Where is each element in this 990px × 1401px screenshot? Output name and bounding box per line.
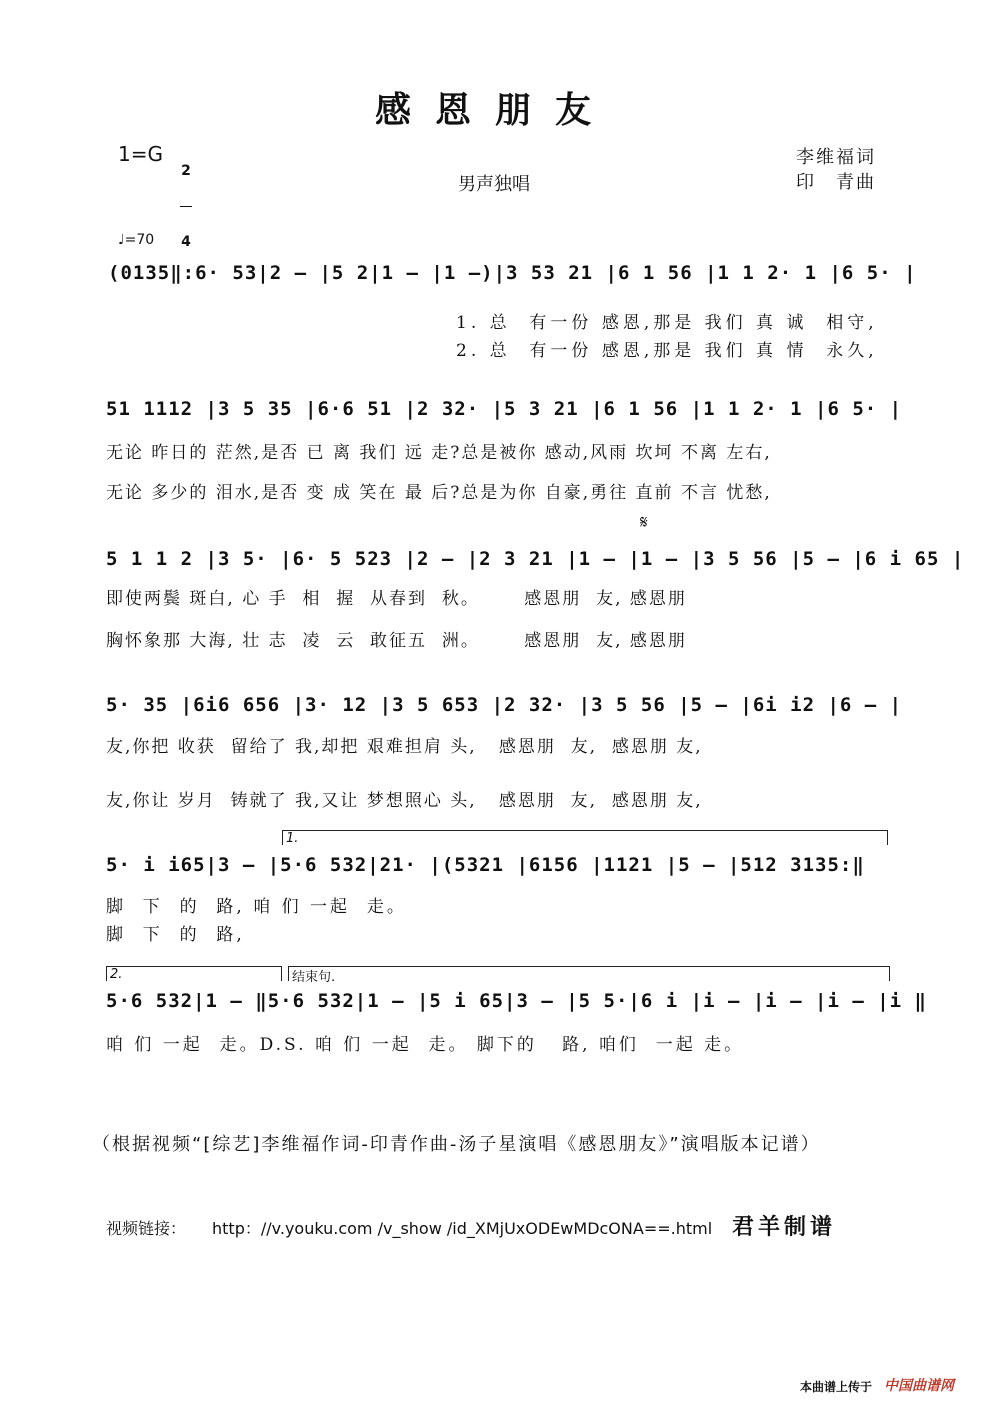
- notation-row-6: 5·6 532|1 – ‖5·6 532|1 – |5 i 65|3 – |5 5·|6 i |i – |i – |i – |i ‖: [106, 990, 927, 1012]
- lyric-row-6-verse-1: 咱 们 一起 走。D.S. 咱 们 一起 走。 脚下的 路, 咱们 一起 走。: [106, 1035, 745, 1055]
- volta-2-label: 2.: [110, 967, 123, 982]
- performer: 男声独唱: [458, 174, 530, 195]
- lyric-row-1-verse-1: 1. 总 有一份 感恩,那是 我们 真 诚 相守,: [456, 313, 878, 333]
- lyric-row-2-verse-1: 无论 昨日的 茫然,是否 已 离 我们 远 走?总是被你 感动,风雨 坎坷 不离 左右,: [106, 443, 772, 463]
- notation-row-1: (0135‖:6· 53|2 – |5 2|1 – |1 –)|3 53 21 |6 1 56 |1 1 2· 1 |6 5· |: [108, 262, 917, 284]
- volta-2-bracket: [106, 966, 282, 981]
- lyric-row-2-verse-2: 无论 多少的 泪水,是否 变 成 笑在 最 后?总是为你 自豪,勇往 直前 不言 忧愁,: [106, 483, 772, 503]
- notation-row-3: 5 1 1 2 |3 5· |6· 5 523 |2 – |2 3 21 |1 – |1 – |3 5 56 |5 – |6 i 65 |: [106, 548, 965, 570]
- video-link-label: 视频链接：: [106, 1219, 187, 1238]
- time-top: 2: [181, 163, 191, 179]
- notation-row-5: 5· i i65|3 – |5·6 532|21· |(5321 |6156 |1121 |5 – |512 3135:‖: [106, 854, 865, 876]
- time-line: [180, 206, 192, 207]
- notation-row-2: 51 1112 |3 5 35 |6·6 51 |2 32· |5 3 21 |6 1 56 |1 1 2· 1 |6 5· |: [106, 398, 903, 420]
- transcription-source-note: （根据视频“[综艺]李维福作词-印青作曲-汤子星演唱《感恩朋友》”演唱版本记谱）: [92, 1134, 821, 1155]
- lyric-row-3-verse-1: 即使两鬓 斑白, 心 手 相 握 从春到 秋。 感恩朋 友, 感恩朋: [106, 589, 687, 609]
- ending-bracket: [288, 966, 890, 981]
- lyric-row-4-verse-1: 友,你把 收获 留给了 我,却把 艰难担肩 头, 感恩朋 友, 感恩朋 友,: [106, 737, 703, 757]
- upload-note: 本曲谱上传于: [800, 1380, 873, 1394]
- video-link-url[interactable]: http：//v.youku.com /v_show /id_XMjUxODEwMDcONA==.html: [212, 1219, 713, 1238]
- time-signature: [180, 136, 192, 263]
- time-bottom: 4: [181, 234, 191, 250]
- lyric-row-5-verse-1: 脚 下 的 路, 咱 们 一起 走。: [106, 897, 407, 917]
- lyric-row-4-verse-2: 友,你让 岁月 铸就了 我,又让 梦想照心 头, 感恩朋 友, 感恩朋 友,: [106, 791, 703, 811]
- segno-sign: 𝄋: [640, 512, 648, 533]
- page-title: 感恩朋友: [374, 89, 615, 131]
- composer: 印 青曲: [796, 172, 876, 193]
- key-label: 1=G: [118, 142, 163, 166]
- lyric-row-3-verse-2: 胸怀象那 大海, 壮 志 凌 云 敢征五 洲。 感恩朋 友, 感恩朋: [106, 631, 687, 651]
- site-logo[interactable]: 中国曲谱网: [884, 1378, 954, 1394]
- lyric-row-5-verse-2: 脚 下 的 路,: [106, 925, 245, 945]
- volta-1-bracket: [282, 830, 888, 845]
- lyric-row-1-verse-2: 2. 总 有一份 感恩,那是 我们 真 情 永久,: [456, 341, 878, 361]
- key-signature: [118, 142, 163, 166]
- volta-1-label: 1.: [286, 831, 299, 846]
- tempo-mark: ♩=70: [118, 232, 155, 248]
- ending-label: 结束句.: [292, 970, 336, 985]
- notation-row-4: 5· 35 |6i6 656 |3· 12 |3 5 653 |2 32· |3 5 56 |5 – |6i i2 |6 – |: [106, 694, 903, 716]
- lyricist: 李维福词: [796, 147, 876, 168]
- arranger-signature: 君羊制谱: [732, 1214, 837, 1240]
